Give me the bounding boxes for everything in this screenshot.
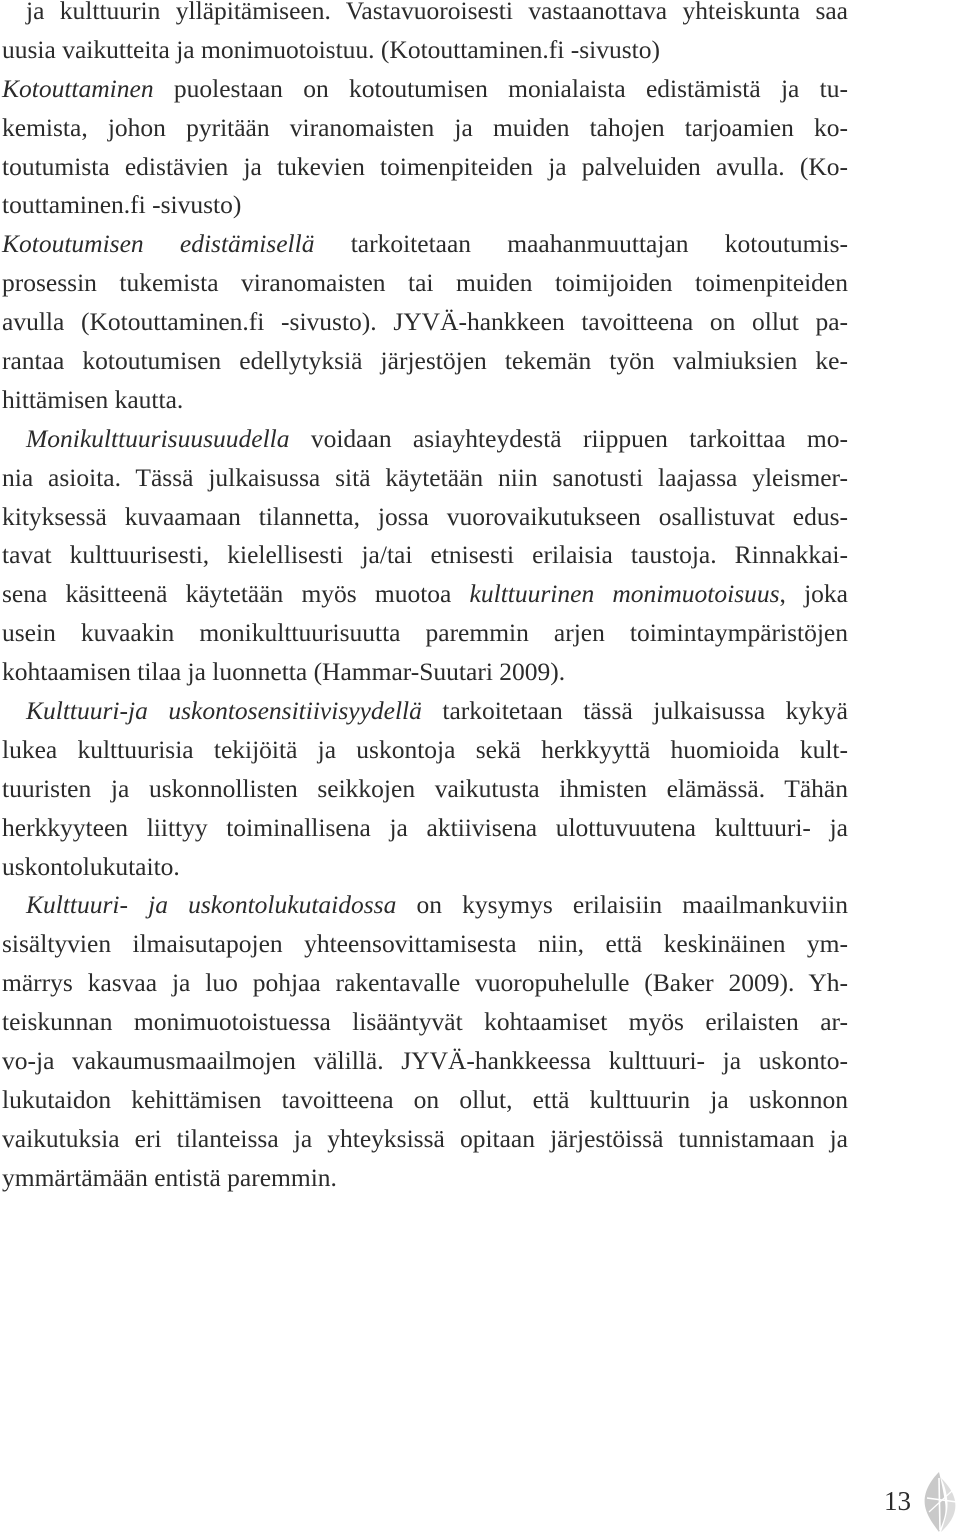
paragraph-kotoutuminen bbox=[2, 0, 848, 420]
text-line bbox=[2, 770, 848, 809]
line-text: vo-ja vakaumusmaailmojen välillä. JYVÄ-hankkeessa kulttuuri- ja uskonto- bbox=[2, 1046, 848, 1076]
line-text: lukea kulttuurisia tekijöitä ja uskontoja sekä herkkyyttä huomioida kult- bbox=[2, 734, 848, 764]
text-line bbox=[2, 886, 848, 925]
text-line bbox=[2, 809, 848, 848]
line-text: ja kulttuurin ylläpitämiseen. Vastavuoroisesti vastaanottava yhteiskunta saa bbox=[26, 0, 848, 25]
text-line bbox=[2, 1120, 848, 1159]
line-text: nia asioita. Tässä julkaisussa sitä käytetään niin sanotusti laajassa yleismer- bbox=[2, 462, 848, 492]
text-line bbox=[2, 614, 848, 653]
text-line bbox=[2, 536, 848, 575]
line-text: avulla (Kotouttaminen.fi -sivusto). JYVÄ-hankkeen tavoitteena on ollut pa- bbox=[2, 307, 848, 337]
defined-term: Monikulttuurisuusuudella bbox=[26, 423, 290, 453]
line-text: toutumista edistävien ja tukevien toimenpiteiden ja palveluiden avulla. (Ko- bbox=[2, 151, 848, 181]
text-line bbox=[2, 225, 848, 264]
line-text: touttaminen.fi -sivusto) bbox=[2, 190, 242, 220]
line-text: , joka bbox=[779, 579, 848, 609]
line-text: usein kuvaakin monikulttuurisuutta paremmin arjen toimintaympäristöjen bbox=[2, 618, 848, 648]
text-line bbox=[2, 381, 848, 420]
defined-term: Kotoutumisen edistämisellä bbox=[2, 229, 315, 259]
text-line bbox=[2, 459, 848, 498]
text-line bbox=[2, 964, 848, 1003]
text-line bbox=[2, 70, 848, 109]
text-line bbox=[2, 498, 848, 537]
line-text: kohtaamisen tilaa ja luonnetta (Hammar-Suutari 2009). bbox=[2, 657, 566, 687]
line-text: prosessin tukemista viranomaisten tai muiden toimijoiden toimenpiteiden bbox=[2, 268, 848, 298]
line-text: sisältyvien ilmaisutapojen yhteensovittamisesta niin, että keskinäinen ym- bbox=[2, 929, 848, 959]
defined-term: Kulttuuri-ja uskontosensitiivisyydellä bbox=[26, 696, 422, 726]
text-line bbox=[2, 575, 848, 614]
text-line bbox=[2, 731, 848, 770]
text-line bbox=[2, 31, 848, 70]
text-line bbox=[2, 1081, 848, 1120]
line-text: vaikutuksia eri tilanteissa ja yhteyksissä opitaan järjestöissä tunnistamaan ja bbox=[2, 1123, 848, 1153]
line-text: uusia vaikutteita ja monimuotoistuu. (Kotouttaminen.fi -sivusto) bbox=[2, 34, 660, 64]
line-text: kityksessä kuvaamaan tilannetta, jossa vuorovaikutukseen osallistuvat edus- bbox=[2, 501, 848, 531]
line-text: tarkoitetaan maahanmuuttajan kotoutumis- bbox=[314, 229, 848, 259]
line-text: tavat kulttuurisesti, kielellisesti ja/tai etnisesti erilaisia taustoja. Rinnakkai- bbox=[2, 540, 848, 570]
defined-term: kulttuurinen monimuotoisuus bbox=[469, 579, 780, 609]
defined-term: Kotouttaminen bbox=[2, 73, 154, 103]
text-line bbox=[2, 148, 848, 187]
line-text: tarkoitetaan tässä julkaisussa kykyä bbox=[421, 696, 848, 726]
defined-term: Kulttuuri- ja uskontolukutaidossa bbox=[26, 890, 397, 920]
line-text: herkkyyteen liittyy toiminallisena ja aktiivisena ulottuvuutena kulttuuri- ja bbox=[2, 812, 848, 842]
leaf-logo-icon bbox=[919, 1468, 960, 1537]
text-line bbox=[2, 692, 848, 731]
line-text: kemista, johon pyritään viranomaisten ja muiden tahojen tarjoamien ko- bbox=[2, 112, 848, 142]
line-text: sena käsitteenä käytetään myös muotoa bbox=[2, 579, 470, 609]
line-text: tuuristen ja uskonnollisten seikkojen vaikutusta ihmisten elämässä. Tähän bbox=[2, 773, 848, 803]
text-line bbox=[2, 420, 848, 459]
text-line bbox=[2, 1159, 848, 1198]
line-text: on kysymys erilaisiin maailmankuviin bbox=[396, 890, 848, 920]
text-line bbox=[2, 303, 848, 342]
paragraph-sensitiivisyys bbox=[2, 692, 848, 886]
line-text: lukutaidon kehittämisen tavoitteena on ollut, että kulttuurin ja uskonnon bbox=[2, 1084, 848, 1114]
text-line bbox=[2, 1042, 848, 1081]
paragraph-lukutaito bbox=[2, 886, 848, 1197]
text-line bbox=[2, 0, 848, 31]
line-text: rantaa kotoutumisen edellytyksiä järjestöjen tekemän työn valmiuksien ke- bbox=[2, 346, 848, 376]
text-line bbox=[2, 653, 848, 692]
text-line bbox=[2, 109, 848, 148]
page-number: 13 bbox=[884, 1486, 911, 1516]
text-line bbox=[2, 848, 848, 887]
line-text: uskontolukutaito. bbox=[2, 851, 180, 881]
text-line bbox=[2, 925, 848, 964]
text-line bbox=[2, 342, 848, 381]
line-text: ymmärtämään entistä paremmin. bbox=[2, 1162, 337, 1192]
line-text: märrys kasvaa ja luo pohjaa rakentavalle vuoropuhelulle (Baker 2009). Yh- bbox=[2, 968, 848, 998]
line-text: puolestaan on kotoutumisen monialaista edistämistä ja tu- bbox=[153, 73, 848, 103]
line-text: teiskunnan monimuotoistuessa lisääntyvät kohtaamiset myös erilaisten ar- bbox=[2, 1007, 848, 1037]
text-line bbox=[2, 186, 848, 225]
text-line bbox=[2, 1003, 848, 1042]
line-text: voidaan asiayhteydestä riippuen tarkoittaa mo- bbox=[289, 423, 848, 453]
text-line bbox=[2, 264, 848, 303]
body-text bbox=[2, 0, 848, 1198]
line-text: hittämisen kautta. bbox=[2, 384, 184, 414]
paragraph-monikulttuurisuus bbox=[2, 420, 848, 692]
